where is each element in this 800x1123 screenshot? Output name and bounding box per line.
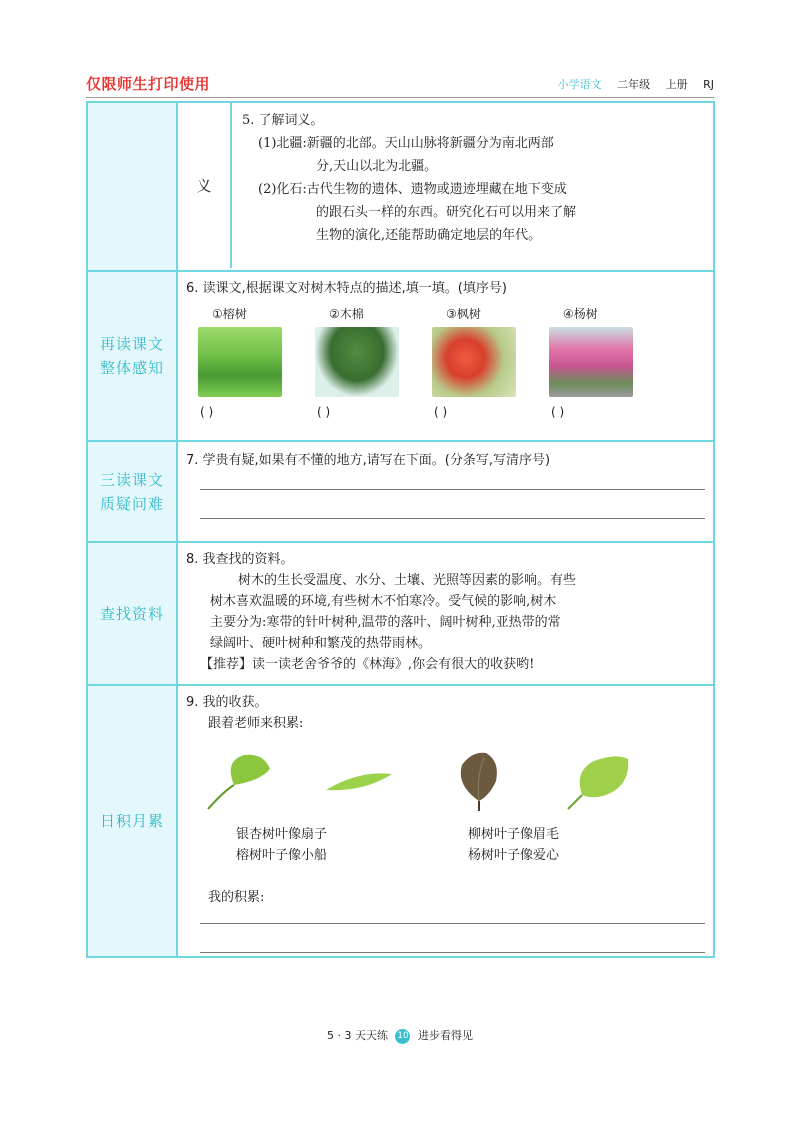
q7-number: 7. (186, 453, 199, 468)
writing-line[interactable] (200, 518, 705, 519)
side-label: 质疑问难 (99, 494, 164, 513)
vocab-label: 义 (178, 103, 232, 268)
accumulated-sayings (178, 824, 713, 866)
tree-option (549, 305, 666, 419)
print-notice: 仅限师生打印使用 (86, 75, 211, 93)
q6-number: 6. (186, 281, 199, 296)
grade-label: 二年级 (617, 78, 651, 91)
q5-line: 的跟石头一样的东西。研究化石可以用来了解 (316, 205, 577, 220)
q8-line: 树木喜欢温暖的环境,有些树木不怕寒冷。受气候的影响,树木 (210, 594, 557, 609)
my-accumulation-label: 我的积累: (208, 890, 265, 905)
answer-blank[interactable]: ( ) (200, 405, 214, 419)
footer-slogan: 进步看得见 (417, 1029, 473, 1042)
tree-label: ②木棉 (329, 307, 364, 321)
side-label: 整体感知 (99, 359, 164, 377)
q6-question: 读课文,根据课文对树木特点的描述,填一填。(填序号) (202, 281, 507, 296)
ginkgo-leaf-icon (204, 751, 274, 811)
saying: 榕树叶子像小船 (236, 848, 328, 863)
subject-label: 小学语文 (557, 78, 602, 91)
saying: 银杏树叶像扇子 (236, 827, 328, 842)
side-label: 三读课文 (99, 470, 164, 489)
q6-cell (177, 271, 714, 441)
side-label: 日积月累 (99, 812, 164, 830)
banyan-photo (198, 327, 282, 397)
poplar-leaf-icon (564, 751, 634, 811)
q8-line: 主要分为:寒带的针叶树种,温带的落叶、阔叶树种,亚热带的常 (210, 615, 561, 630)
vocab-cell (177, 102, 714, 271)
q9-number: 9. (186, 695, 199, 710)
banyan-leaf-icon (454, 749, 504, 813)
side-cell-perceive (87, 271, 177, 441)
q8-line: 树木的生长受温度、水分、土壤、光照等因素的影响。有些 (238, 573, 577, 588)
answer-blank[interactable]: ( ) (551, 405, 565, 419)
q7-cell (177, 441, 714, 542)
side-cell-question (87, 441, 177, 542)
tree-option (198, 305, 315, 419)
writing-line[interactable] (200, 952, 705, 953)
q5-line: 分,天山以北为北疆。 (316, 159, 438, 174)
tree-option (315, 305, 432, 419)
edition-label: RJ (703, 78, 714, 91)
q5-line: (1)北疆:新疆的北部。天山山脉将新疆分为南北两部 (258, 136, 554, 151)
book-info (546, 76, 714, 92)
side-label: 查找资料 (99, 604, 164, 623)
q5-title: 5. 了解词义。 (242, 113, 324, 128)
side-cell-blank (87, 102, 177, 271)
tree-label: ④杨树 (563, 307, 598, 321)
willow-leaf-icon (324, 766, 394, 796)
tree-option (432, 305, 549, 419)
maple-photo (432, 327, 516, 397)
q7-question: 学贵有疑,如果有不懂的地方,请写在下面。(分条写,写清序号) (202, 453, 551, 468)
tree-label: ①榕树 (212, 307, 247, 321)
poplar-photo (549, 327, 633, 397)
writing-line[interactable] (200, 489, 705, 490)
side-cell-research (87, 542, 177, 685)
saying: 杨树叶子像爱心 (468, 848, 560, 863)
answer-blank[interactable]: ( ) (317, 405, 331, 419)
writing-line[interactable] (200, 923, 705, 924)
q8-cell (177, 542, 714, 685)
page-number: 10 (395, 1029, 410, 1044)
footer-brand: 5 · 3 天天练 (327, 1029, 388, 1042)
page-footer (0, 1027, 800, 1044)
q5-line: 生物的演化,还能帮助确定地层的年代。 (316, 228, 542, 243)
tree-options (178, 305, 713, 419)
volume-label: 上册 (665, 78, 688, 91)
answer-blank[interactable]: ( ) (434, 405, 448, 419)
side-cell-accumulate (87, 685, 177, 957)
tree-label: ③枫树 (446, 307, 481, 321)
q8-title: 我查找的资料。 (202, 552, 294, 567)
q9-intro: 跟着老师来积累: (208, 716, 304, 731)
leaf-images (178, 746, 713, 816)
saying: 柳树叶子像眉毛 (468, 827, 560, 842)
worksheet-table (86, 101, 715, 958)
q9-title: 我的收获。 (202, 695, 268, 710)
q5-line: (2)化石:古代生物的遗体、遗物或遗迹埋藏在地下变成 (258, 182, 567, 197)
q9-cell (177, 685, 714, 957)
q8-number: 8. (186, 552, 199, 567)
q8-line: 绿阔叶、硬叶树种和繁茂的热带雨林。 (210, 636, 432, 651)
header-divider (86, 97, 714, 98)
recommendation: 【推荐】读一读老舍爷爷的《林海》,你会有很大的收获哟! (200, 657, 535, 672)
side-label: 再读课文 (99, 335, 164, 353)
kapok-photo (315, 327, 399, 397)
